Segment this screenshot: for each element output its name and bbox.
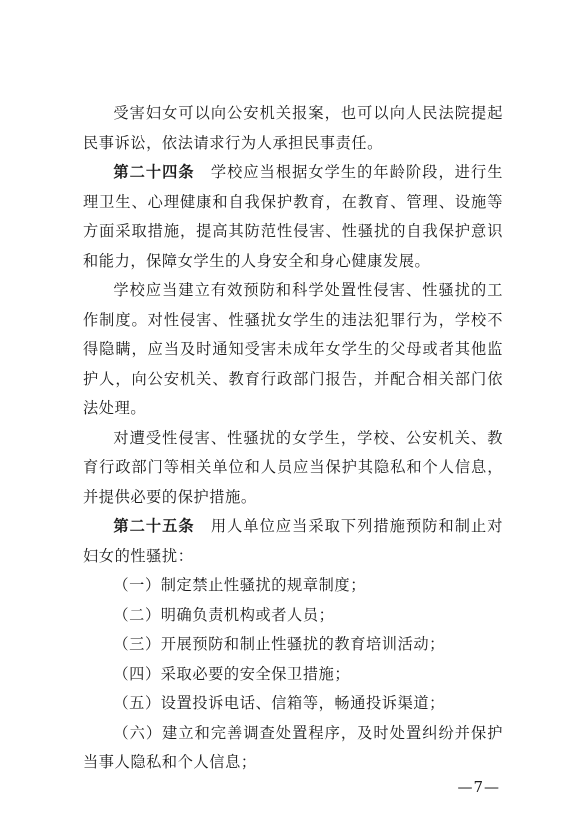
list-item-2 bbox=[83, 601, 503, 631]
list-item-3 bbox=[83, 630, 503, 660]
list-item-6-text: （六）建立和完善调查处置程序，及时处置纠纷并保护当事人隐私和个人信息； bbox=[83, 723, 503, 771]
paragraph-3-text: 学校应当建立有效预防和科学处置性侵害、性骚扰的工作制度。对性侵害、性骚扰女学生的违法犯罪行为，学校不得隐瞒，应当及时通知受害未成年女学生的父母或者其他监护人，向公安机关、教育行政部门报告，并配合相关部门依法处理。 bbox=[83, 281, 503, 417]
paragraph-1-text: 受害妇女可以向公安机关报案，也可以向人民法院提起民事诉讼，依法请求行为人承担民事责任。 bbox=[83, 104, 503, 152]
page-number: —7— bbox=[457, 778, 500, 796]
list-item-4-text: （四）采取必要的安全保卫措施； bbox=[113, 664, 351, 683]
paragraph-1 bbox=[83, 99, 503, 158]
list-item-1-text: （一）制定禁止性骚扰的规章制度； bbox=[113, 576, 366, 594]
paragraph-3 bbox=[83, 276, 503, 424]
article-25 bbox=[83, 512, 503, 571]
list-item-6 bbox=[83, 719, 503, 778]
list-item-1 bbox=[83, 571, 503, 601]
list-item-3-text: （三）开展预防和制止性骚扰的教育培训活动； bbox=[113, 635, 445, 653]
list-item-2-text: （二）明确负责机构或者人员； bbox=[113, 605, 335, 624]
paragraph-4 bbox=[83, 424, 503, 513]
document-body bbox=[83, 99, 503, 778]
list-item-5-text: （五）设置投诉电话、信箱等，畅通投诉渠道； bbox=[113, 694, 445, 712]
article-25-text: 用人单位应当采取下列措施预防和制止对妇女的性骚扰： bbox=[83, 517, 503, 565]
article-25-heading: 第二十五条 bbox=[113, 517, 195, 535]
paragraph-4-text: 对遭受性侵害、性骚扰的女学生，学校、公安机关、教育行政部门等相关单位和人员应当保护其隐私和个人信息，并提供必要的保护措施。 bbox=[83, 428, 503, 506]
article-24-heading: 第二十四条 bbox=[113, 163, 195, 181]
list-item-4 bbox=[83, 660, 503, 690]
article-24 bbox=[83, 158, 503, 276]
list-item-5 bbox=[83, 689, 503, 719]
article-24-text: 学校应当根据女学生的年龄阶段，进行生理卫生、心理健康和自我保护教育，在教育、管理、设施等方面采取措施，提高其防范性侵害、性骚扰的自我保护意识和能力，保障女学生的人身安全和身心健康发展。 bbox=[83, 163, 503, 270]
